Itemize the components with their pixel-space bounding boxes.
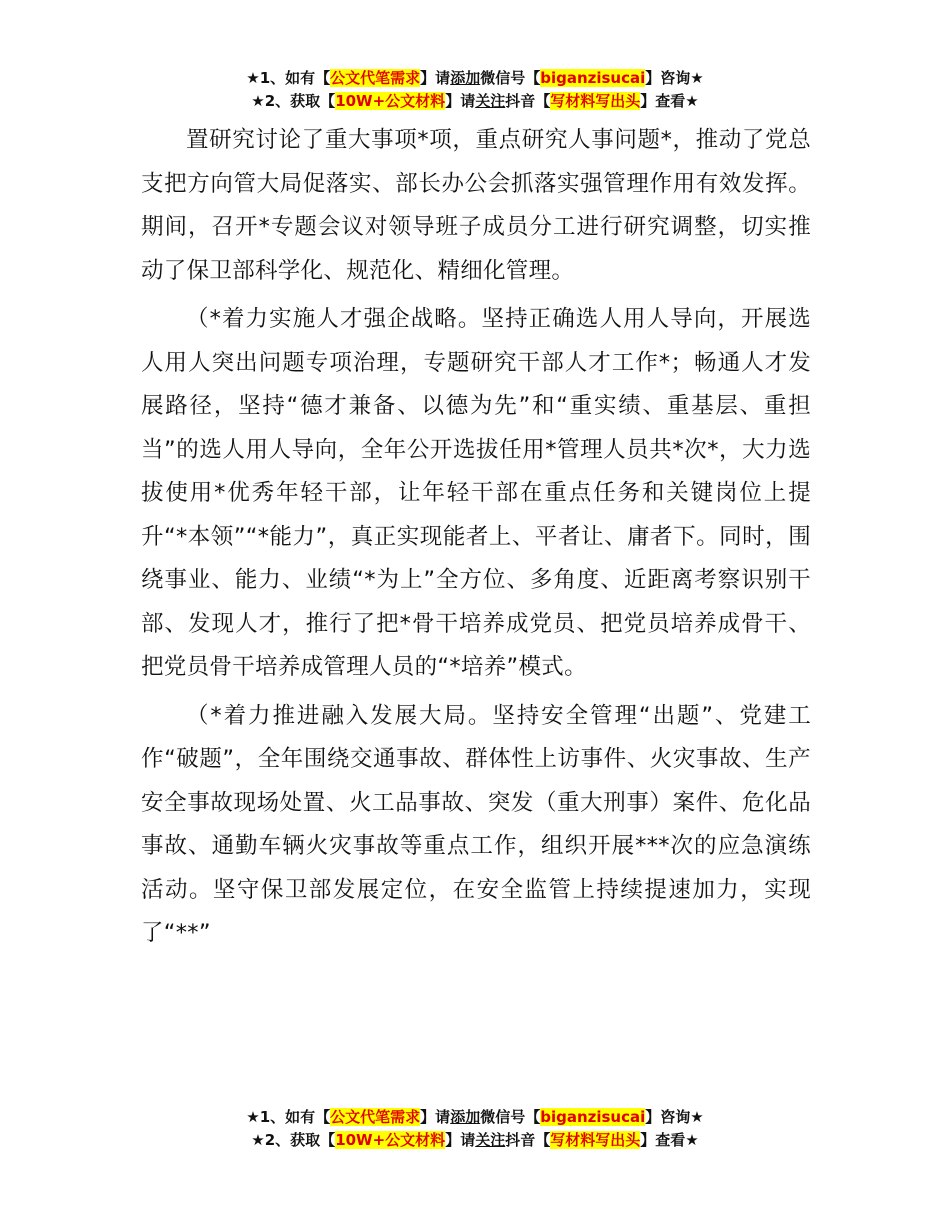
header-line-1-prefix: ★1、如有【	[246, 69, 331, 87]
header-line-1	[0, 67, 950, 90]
header-highlight-wechat-id: biganzisucai	[540, 69, 646, 87]
footer-highlight-ghostwriting: 公文代笔需求	[330, 1108, 421, 1126]
header-line-2-mid2: 抖音【	[505, 92, 551, 110]
header-line-2-suffix: 】查看★	[640, 92, 699, 110]
footer-line-2-suffix: 】查看★	[640, 1131, 699, 1149]
footer-line-2	[0, 1129, 950, 1152]
footer-line-1-prefix: ★1、如有【	[246, 1108, 331, 1126]
footer-underline-follow: 关注	[475, 1131, 506, 1149]
header-highlight-douyin-account: 写材料写出头	[550, 92, 641, 110]
header-line-1-suffix: 】咨询★	[645, 69, 704, 87]
header-underline-follow: 关注	[475, 92, 506, 110]
paragraph-2: （*着力实施人才强企战略。坚持正确选人用人导向，开展选人用人突出问题专项治理，专题研究干部人才工作*；畅通人才发展路径，坚持“德才兼备、以德为先”和“重实绩、重基层、重担当”的选人用人导向，全年公开选拔任用*管理人员共*次*，大力选拔使用*优秀年轻干部，让年轻干部在重点任务和关键岗位上提升“*本领”“*能力”，真正实现能者上、平者让、庸者下。同时，围绕事业、能力、业绩“*为上”全方位、多角度、近距离考察识别干部、发现人才，推行了把*骨干培养成党员、把党员培养成骨干、把党员骨干培养成管理人员的“*培养”模式。	[141, 306, 811, 680]
footer-line-1-mid1: 】请	[420, 1108, 451, 1126]
paragraph-3: （*着力推进融入发展大局。坚持安全管理“出题”、党建工作“破题”，全年围绕交通事故、群体性上访事件、火灾事故、生产安全事故现场处置、火工品事故、突发（重大刑事）案件、危化品事故、通勤车辆火灾事故等重点工作，组织开展***次的应急演练活动。坚守保卫部发展定位，在安全监管上持续提速加力，实现了“**”	[141, 702, 811, 946]
footer-line-2-mid2: 抖音【	[505, 1131, 551, 1149]
footer-line-2-prefix: ★2、获取【	[251, 1131, 336, 1149]
document-body	[141, 119, 811, 961]
header-highlight-materials: 10W+公文材料	[335, 92, 446, 110]
header-line-1-mid2: 微信号【	[480, 69, 541, 87]
paragraph-1: 置研究讨论了重大事项*项，重点研究人事问题*，推动了党总支把方向管大局促落实、部长办公会抓落实强管理作用有效发挥。期间，召开*专题会议对领导班子成员分工进行研究调整，切实推动了保卫部科学化、规范化、精细化管理。	[141, 127, 811, 284]
header-highlight-ghostwriting: 公文代笔需求	[330, 69, 421, 87]
footer-highlight-douyin-account: 写材料写出头	[550, 1131, 641, 1149]
footer-line-1-suffix: 】咨询★	[645, 1108, 704, 1126]
footer-line-1-mid2: 微信号【	[480, 1108, 541, 1126]
footer-underline-add: 添加	[450, 1108, 481, 1126]
header-underline-add: 添加	[450, 69, 481, 87]
footer-line-2-mid1: 】请	[445, 1131, 476, 1149]
header-line-2-prefix: ★2、获取【	[251, 92, 336, 110]
header-banner	[0, 67, 950, 113]
footer-highlight-wechat-id: biganzisucai	[540, 1108, 646, 1126]
footer-highlight-materials: 10W+公文材料	[335, 1131, 446, 1149]
header-line-2	[0, 90, 950, 113]
footer-banner	[0, 1106, 950, 1152]
header-line-2-mid1: 】请	[445, 92, 476, 110]
header-line-1-mid1: 】请	[420, 69, 451, 87]
footer-line-1	[0, 1106, 950, 1129]
